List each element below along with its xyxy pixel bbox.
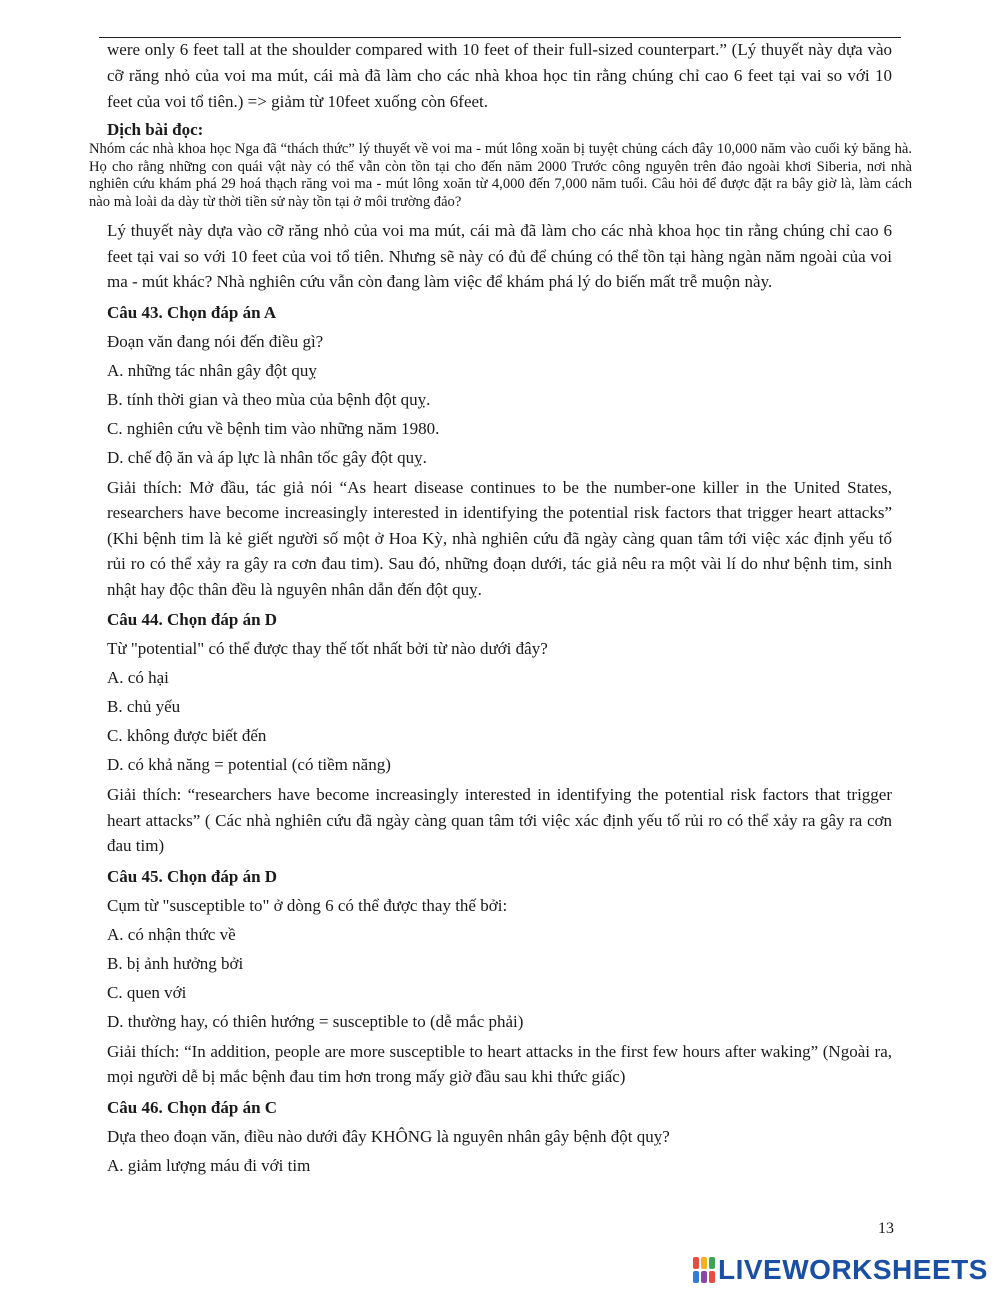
intro-block [107,37,892,115]
option-a: A. có nhận thức về [107,924,236,944]
translation-paragraph-2: Lý thuyết này dựa vào cỡ răng nhỏ của voi ma mút, cái mà đã làm cho các nhà khoa học tin rằng chúng chỉ cao 6 feet tại vai so với 10 feet của voi tổ tiên. Nhưng sẽ này có đủ để chúng có thể tồn tại hàng ngàn năm ngoài của voi ma - mút khác? Nhà nghiên cứu vẫn còn đang làm việc để khám phá lý do biến mất trễ muộn này. [107,221,892,291]
page-number: 13 [878,1220,894,1237]
option-d: D. có khả năng = potential (có tiềm năng) [107,755,391,774]
explanation: Giải thích: “researchers have become increasingly interested in identifying the potential risk factors that trigger heart attacks” ( Các nhà nghiên cứu đã ngày càng quan tâm tới việc xác định yếu tố rủi ro có thể xảy ra gây ra cơn đau tim) [107,785,892,855]
translation-small-paragraph: Nhóm các nhà khoa học Nga đã “thách thức” lý thuyết về voi ma - mút lông xoăn bị tuyệt chủng cách đây 10,000 năm vào cuối kỷ băng hà. Họ cho rằng những con quái vật này có thể vẫn còn tồn tại cho đến năm 2000 Trước công nguyên trên đảo ngoài khơi Siberia, nơi nhà nghiên cứu khám phá 29 hoá thạch răng voi ma - mút lông xoăn từ 4,000 đến 7,000 năm tuổi. Câu hỏi để được đặt ra bây giờ là, làm cách nào mà loài da dày từ thời tiền sử này tồn tại ở môi trường đảo? [89,141,912,210]
question-prompt: Đoạn văn đang nói đến điều gì? [107,331,324,351]
option-b: B. bị ảnh hưởng bởi [107,953,244,973]
option-a: A. có hại [107,668,169,687]
question-heading: Câu 46. Chọn đáp án C [107,1097,278,1117]
option-c: C. quen với [107,982,187,1002]
option-d: D. thường hay, có thiên hướng = susceptible to (dễ mắc phải) [107,1011,524,1031]
option-a: A. giảm lượng máu đi với tim [107,1155,311,1175]
option-c: C. không được biết đến [107,726,267,745]
main-content [107,218,892,1180]
question-heading: Câu 44. Chọn đáp án D [107,610,278,629]
question-heading: Câu 45. Chọn đáp án D [107,866,278,886]
question-prompt: Dựa theo đoạn văn, điều nào dưới đây KHÔNG là nguyên nhân gây bệnh đột quỵ? [107,1126,670,1146]
question-prompt: Từ "potential" có thể được thay thế tốt nhất bởi từ nào dưới đây? [107,639,548,658]
question-43 [107,298,892,603]
question-45 [107,862,892,1090]
option-c: C. nghiên cứu về bệnh tim vào những năm 1980. [107,418,440,438]
option-d: D. chế độ ăn và áp lực là nhân tốc gây đột quỵ. [107,447,427,467]
continued-paragraph: were only 6 feet tall at the shoulder compared with 10 feet of their full-sized counterpart.” (Lý thuyết này dựa vào cỡ răng nhỏ của voi ma mút, cái mà đã làm cho các nhà khoa học tin rằng chúng chỉ cao 6 feet tại vai so với 10 feet của voi tổ tiên.) => giảm từ 10feet xuống còn 6feet. [107,40,892,111]
question-44 [107,605,892,859]
explanation: Giải thích: Mở đầu, tác giả nói “As heart disease continues to be the number-one killer in the United States, researchers have become increasingly interested in identifying the potential risk factors that trigger heart attacks” (Khi bệnh tim là kẻ giết người số một ở Hoa Kỳ, nhà nghiên cứu đã ngày càng quan tâm tới việc xác định yếu tố rủi ro có thể xảy ra gây ra cơn đau tim). Sau đó, những đoạn dưới, tác giả nêu ra một vài lí do như bệnh tim, sinh nhật hay độc thân đều là nguyên nhân dẫn đến đột quỵ. [107,477,892,599]
brand-name: LIVEWORKSHEETS [718,1254,988,1285]
option-b: B. chủ yếu [107,697,181,716]
option-b: B. tính thời gian và theo mùa của bệnh đột quỵ. [107,389,431,409]
translation-heading: Dịch bài đọc: [107,120,204,139]
question-heading: Câu 43. Chọn đáp án A [107,302,277,322]
option-a: A. những tác nhân gây đột quỵ [107,360,317,380]
liveworksheets-logo-icon [693,1257,715,1283]
liveworksheets-logo[interactable] [693,1255,988,1285]
question-46 [107,1093,892,1180]
question-prompt: Cụm từ "susceptible to" ở dòng 6 có thể được thay thế bởi: [107,895,508,915]
explanation: Giải thích: “In addition, people are more susceptible to heart attacks in the first few hours after waking” (Ngoài ra, mọi người dễ bị mắc bệnh đau tim hơn trong mấy giờ đầu sau khi thức giấc) [107,1041,892,1086]
